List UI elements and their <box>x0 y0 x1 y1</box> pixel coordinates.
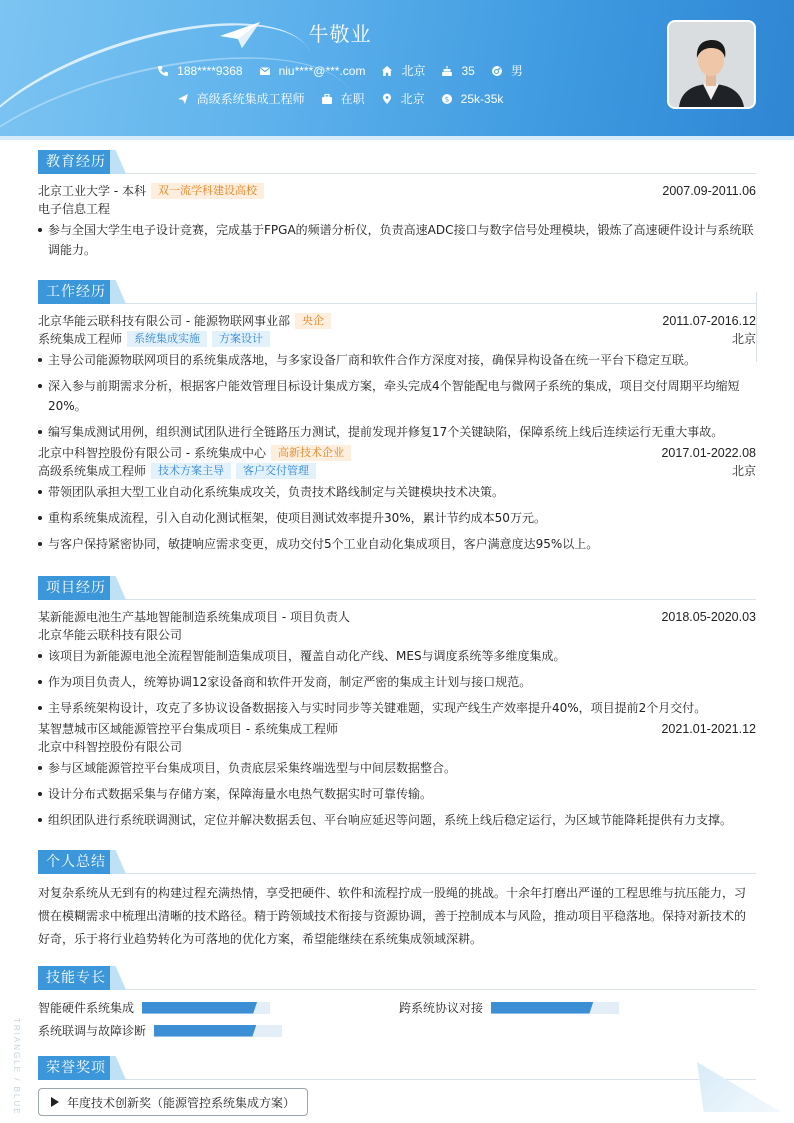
role-tag: 客户交付管理 <box>236 463 316 479</box>
section-title: 项目经历 <box>38 576 114 600</box>
section-header <box>38 1056 756 1080</box>
award-text: 年度技术创新奖（能源管控系统集成方案） <box>67 1095 296 1110</box>
play-icon <box>51 1097 59 1107</box>
target-city-item <box>381 90 425 107</box>
location-text: 北京 <box>401 64 426 78</box>
skill-item <box>38 999 270 1016</box>
section-title: 技能专长 <box>38 966 114 990</box>
candidate-name: 牛敬业 <box>308 22 372 46</box>
list-item: 编写集成测试用例，组织测试团队进行全链路压力测试，提前发现并修复17个关键缺陷，保障系统上线后连续运行无重大事故。 <box>38 422 756 442</box>
project-date: 2018.05-2020.03 <box>661 610 756 624</box>
company-name: 北京中科智控股份有限公司 - 系统集成中心 <box>38 446 266 460</box>
phone-icon <box>157 65 169 77</box>
briefcase-icon <box>321 93 333 105</box>
gender-icon <box>491 65 503 77</box>
phone-item <box>157 64 242 78</box>
skills-section <box>38 966 756 990</box>
header-banner <box>0 0 794 140</box>
skill-item <box>399 999 619 1016</box>
project-company-row <box>38 738 756 756</box>
section-header <box>38 150 756 174</box>
watermark-text: TRIANGLE / BLUE <box>12 1018 21 1116</box>
position-text: 高级系统集成工程师 <box>196 92 305 106</box>
section-header <box>38 576 756 600</box>
status-item <box>321 90 365 107</box>
money-icon <box>441 93 453 105</box>
skill-level-fill <box>154 1025 256 1037</box>
skill-level-bar <box>142 1002 270 1014</box>
status-text: 在职 <box>340 92 365 106</box>
svg-text:$: $ <box>444 95 449 104</box>
phone-text: 188****9368 <box>177 63 243 78</box>
job-title: 高级系统集成工程师 <box>38 464 147 478</box>
company-tag: 高新技术企业 <box>271 445 351 461</box>
list-item: 带领团队承担大型工业自动化系统集成攻关，负责技术路线制定与关键模块技术决策。 <box>38 482 756 502</box>
company-name: 北京华能云联科技有限公司 - 能源物联网事业部 <box>38 314 290 328</box>
skill-name: 系统联调与故障诊断 <box>38 1024 147 1038</box>
section-header <box>38 280 756 304</box>
list-item: 设计分布式数据采集与存储方案，保障海量水电热气数据实时可靠传输。 <box>38 784 756 804</box>
project-company: 北京华能云联科技有限公司 <box>38 628 183 642</box>
target-city-text: 北京 <box>400 92 425 106</box>
decorative-triangle <box>110 576 126 600</box>
list-item: 参与全国大学生电子设计竞赛，完成基于FPGA的频谱分析仪，负责高速ADC接口与数字信号处理模块，锻炼了高速硬件设计与系统联调能力。 <box>38 220 756 260</box>
section-title: 个人总结 <box>38 850 114 874</box>
decorative-triangle <box>110 966 126 990</box>
awards-section <box>38 1056 756 1080</box>
school-name: 北京工业大学 - 本科 <box>38 184 146 198</box>
skill-name: 智能硬件系统集成 <box>38 1001 135 1015</box>
project-name: 某智慧城市区域能源管控平台集成项目 - 系统集成工程师 <box>38 722 338 736</box>
project-bullets <box>38 758 756 830</box>
project-bullets <box>38 646 756 718</box>
location-item <box>381 62 425 79</box>
cake-icon <box>441 65 453 77</box>
send-icon <box>177 93 189 105</box>
decorative-triangle <box>110 850 126 874</box>
project-company: 北京中科智控股份有限公司 <box>38 740 183 754</box>
work-date: 2011.07-2016.12 <box>662 314 756 328</box>
gender-item <box>491 62 523 79</box>
age-item <box>441 64 474 78</box>
age-text: 35 <box>461 63 475 78</box>
decorative-triangle <box>110 280 126 304</box>
gender-text: 男 <box>510 64 523 78</box>
list-item: 深入参与前期需求分析，根据客户能效管理目标设计集成方案，牵头完成4个智能配电与微网子系统的集成，项目交付周期平均缩短20%。 <box>38 376 756 416</box>
section-title: 教育经历 <box>38 150 114 174</box>
mail-icon <box>259 65 271 77</box>
position-item <box>177 90 305 107</box>
work-entry-header <box>38 444 756 462</box>
salary-item <box>441 92 504 106</box>
education-entry-header <box>38 182 756 200</box>
work-date: 2017.01-2022.08 <box>661 446 756 460</box>
skill-name: 跨系统协议对接 <box>399 1001 484 1015</box>
project-entry-header <box>38 608 756 626</box>
education-section <box>38 150 756 266</box>
list-item: 该项目为新能源电池全流程智能制造集成项目，覆盖自动化产线、MES与调度系统等多维度集成。 <box>38 646 756 666</box>
contact-info-row <box>0 62 680 79</box>
summary-text: 对复杂系统从无到有的构建过程充满热情，享受把硬件、软件和流程拧成一股绳的挑战。十余年打磨出严谨的工程思维与抗压能力，习惯在模糊需求中梳理出清晰的技术路径。精于跨领域技术衔接与资源协调，善于控制成本与风险，推动项目平稳落地。保持对新技术的好奇，乐于将行业趋势转化为可落地的优化方案，希望能继续在系统集成领域深耕。 <box>38 886 747 946</box>
list-item: 主导系统架构设计，攻克了多协议设备数据接入与实时同步等关键难题，实现产线生产效率提升40%，项目提前2个月交付。 <box>38 698 756 718</box>
project-entry-header <box>38 720 756 738</box>
work-entry-header <box>38 312 756 330</box>
role-tag: 方案设计 <box>212 331 270 347</box>
work-role-row <box>38 330 756 348</box>
map-pin-icon <box>381 93 393 105</box>
salary-text: 25k-35k <box>460 91 504 106</box>
section-title: 荣誉奖项 <box>38 1056 114 1080</box>
section-title: 工作经历 <box>38 280 114 304</box>
education-bullets <box>38 220 756 260</box>
list-item: 重构系统集成流程，引入自动化测试框架，使项目测试效率提升30%，累计节约成本50万元。 <box>38 508 756 528</box>
section-header <box>38 850 756 874</box>
school-tag: 双一流学科建设高校 <box>151 183 264 199</box>
profile-photo <box>667 20 756 109</box>
section-header <box>38 966 756 990</box>
work-section <box>38 280 756 560</box>
work-bullets <box>38 350 756 442</box>
decorative-triangle <box>110 150 126 174</box>
list-item: 组织团队进行系统联调测试，定位并解决数据丢包、平台响应延迟等问题，系统上线后稳定运行，为区域节能降耗提供有力支撑。 <box>38 810 756 830</box>
person-photo-icon <box>669 22 754 107</box>
skill-level-fill <box>491 1002 593 1014</box>
work-bullets <box>38 482 756 554</box>
skill-level-fill <box>142 1002 257 1014</box>
project-name: 某新能源电池生产基地智能制造系统集成项目 - 项目负责人 <box>38 610 350 624</box>
award-item[interactable] <box>38 1088 308 1116</box>
home-icon <box>381 65 393 77</box>
skill-level-bar <box>154 1025 282 1037</box>
skill-level-bar <box>491 1002 619 1014</box>
work-city: 北京 <box>731 332 756 346</box>
list-item: 主导公司能源物联网项目的系统集成落地，与多家设备厂商和软件合作方深度对接，确保异构设备在统一平台下稳定互联。 <box>38 350 756 370</box>
list-item: 参与区域能源管控平台集成项目，负责底层采集终端选型与中间层数据整合。 <box>38 758 756 778</box>
project-date: 2021.01-2021.12 <box>661 722 756 736</box>
major-row <box>38 200 756 218</box>
skill-item <box>38 1022 282 1039</box>
role-tag: 技术方案主导 <box>151 463 231 479</box>
email-text: niu****@***.com <box>278 63 366 78</box>
work-city: 北京 <box>731 464 756 478</box>
summary-section <box>38 850 756 951</box>
job-title: 系统集成工程师 <box>38 332 123 346</box>
role-tag: 系统集成实施 <box>127 331 207 347</box>
job-info-row <box>0 90 680 107</box>
projects-section <box>38 576 756 836</box>
major-name: 电子信息工程 <box>38 202 111 216</box>
list-item: 作为项目负责人，统筹协调12家设备商和软件开发商，制定严密的集成主计划与接口规范。 <box>38 672 756 692</box>
education-date: 2007.09-2011.06 <box>662 184 756 198</box>
company-tag: 央企 <box>295 313 331 329</box>
list-item: 与客户保持紧密协同，敏捷响应需求变更，成功交付5个工业自动化集成项目，客户满意度达95%以上。 <box>38 534 756 554</box>
work-role-row <box>38 462 756 480</box>
email-item <box>259 64 366 78</box>
divider <box>756 292 757 362</box>
decorative-triangle <box>110 1056 126 1080</box>
project-company-row <box>38 626 756 644</box>
